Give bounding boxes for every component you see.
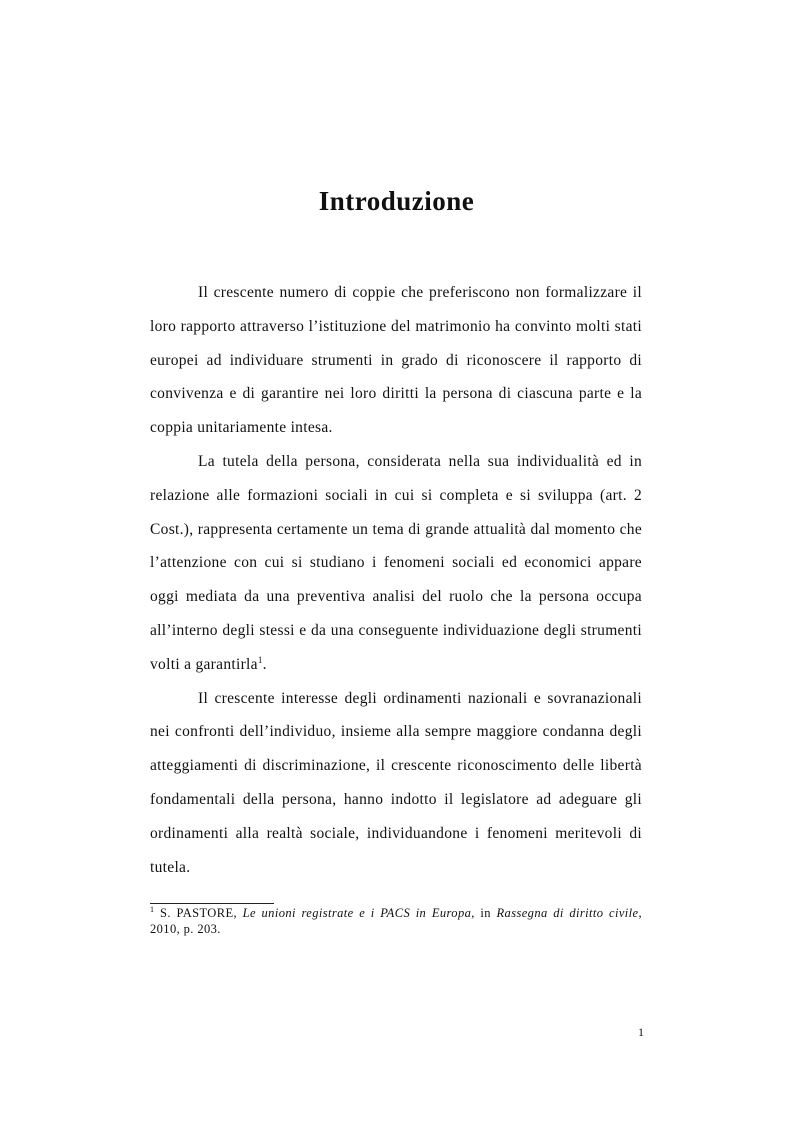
- page-title: Introduzione: [318, 186, 475, 216]
- footnote-number: 1: [150, 904, 155, 914]
- footnote-details: , 2010, p. 203.: [150, 906, 643, 936]
- footnote-reference[interactable]: 1: [257, 654, 263, 665]
- paragraph-2-end: .: [262, 655, 267, 673]
- paragraph-1: Il crescente numero di coppie che preferiscono non formalizzare il loro rapporto attraverso l’istituzione del matrimonio ha convinto molti stati europei ad individuare strumenti in grado di riconoscere il rapporto di convivenza e di garantire nei loro diritti la persona di ciascuna parte e la coppia unitariamente intesa.: [150, 284, 642, 437]
- footnote-separator: [150, 903, 274, 904]
- footnote-journal: Rassegna di diritto civile: [496, 906, 639, 920]
- paragraph-2: [150, 445, 642, 682]
- page-number: 1: [638, 1025, 644, 1039]
- footnote: [150, 905, 642, 937]
- footnote-connector: , in: [471, 906, 491, 920]
- paragraph-3: Il crescente interesse degli ordinamenti nazionali e sovranazionali nei confronti dell’individuo, insieme alla sempre maggiore condanna degli atteggiamenti di discriminazione, il crescente riconoscimento delle libertà fondamentali della persona, hanno indotto il legislatore ad adeguare gli ordinamenti alla realtà sociale, individuandone i fenomeni meritevoli di tutela.: [150, 689, 642, 876]
- footnote-author: S. PASTORE,: [160, 906, 238, 920]
- body-text: [150, 276, 642, 884]
- paragraph-2-text: La tutela della persona, considerata nella sua individualità ed in relazione alle formazioni sociali in cui si completa e si sviluppa (art. 2 Cost.), rappresenta certamente un tema di grande attualità dal momento che l’attenzione con cui si studiano i fenomeni sociali ed economici appare oggi mediata da una preventiva analisi del ruolo che la persona occupa all’interno degli stessi e da una conseguente individuazione degli strumenti volti a garantirla: [150, 452, 642, 673]
- footnote-work-title: Le unioni registrate e i PACS in Europa: [242, 906, 472, 920]
